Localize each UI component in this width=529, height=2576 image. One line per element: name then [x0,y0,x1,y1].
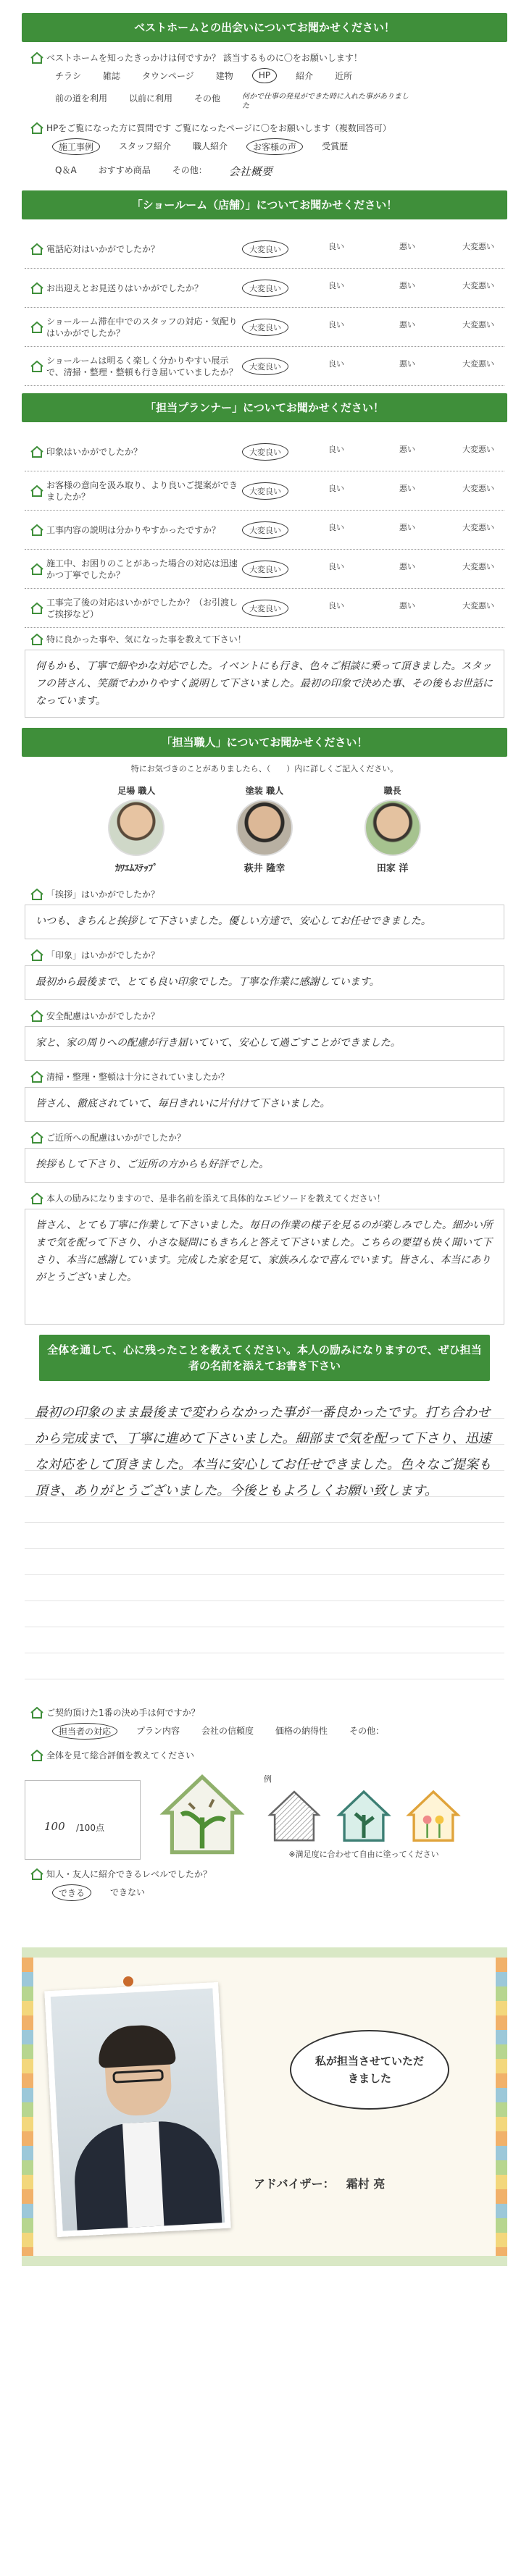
rating-option[interactable]: 悪い [399,319,415,330]
rating-option-selected[interactable]: 大変良い [242,521,288,539]
other-answer: 会社概要 [228,165,272,178]
other-answer: 何かで仕事の発見ができた時に入れた事がありました [242,93,409,110]
rating-option[interactable]: 良い [328,241,344,251]
rating-option[interactable]: 大変悪い [462,319,494,330]
option[interactable]: 職人紹介 [193,141,228,151]
planner-comment-question [25,634,504,645]
photo-shirt [122,2122,164,2238]
option[interactable]: 紹介 [296,71,314,81]
craftsman [225,784,304,874]
question-deciding-factor [25,1707,504,1742]
craftsman-photo [108,800,164,856]
rating-option[interactable]: 悪い [399,444,415,454]
question-hp-pages [25,122,504,183]
rating-options [242,521,504,539]
option[interactable]: できない [110,1887,146,1897]
house-icon [30,282,43,294]
page-bottom-spacer [14,2266,515,2295]
rating-row [25,432,504,471]
score-box[interactable] [25,1780,141,1860]
rating-option[interactable]: 良い [328,600,344,611]
house-hatched-icon [264,1784,325,1845]
rating-option[interactable]: 大変悪い [462,241,494,251]
score-unit: /100点 [76,1823,104,1833]
question-how-found [25,52,504,115]
section-banner-overall: 全体を通して、心に残ったことを教えてください。本人の励みになりますので、ぜひ担当者の名前を添えてお書き下さい [39,1335,490,1381]
option-selected[interactable]: 担当者の対応 [52,1723,117,1740]
rating-question: お出迎えとお見送りはいかがでしたか？ [46,282,204,293]
option[interactable]: チラシ [55,71,82,81]
score-value: 100 [44,1820,65,1833]
house-icon [30,949,43,961]
house-icon [30,1132,43,1144]
rating-option-selected[interactable]: 大変良い [242,443,288,461]
house-icon [30,1193,43,1204]
rating-option-selected[interactable]: 大変良い [242,482,288,500]
rating-option[interactable]: 良い [328,444,344,454]
question-text: 安全配慮はいかがでしたか？ [46,1011,160,1021]
advisor-card [22,1947,507,2266]
bubble-text: 私が担当させていただきました [315,2055,425,2085]
craftsman-photo [365,800,421,856]
question-text: 「印象」はいかがでしたか？ [46,950,160,960]
speech-bubble [290,2030,449,2110]
example-label: 例 [264,1774,272,1784]
rating-row [25,230,504,269]
rating-row [25,308,504,347]
option[interactable]: 雑誌 [103,71,121,81]
rating-row [25,347,504,386]
craftsman-role: 足場 職人 [117,786,156,796]
option[interactable]: 会社の信頼度 [201,1726,254,1736]
question-recommend [25,1868,504,1904]
rating-option[interactable]: 良い [328,522,344,532]
house-drawing-icon [155,1766,249,1860]
rating-options [242,240,504,258]
rating-option[interactable]: 大変悪い [462,444,494,454]
craftsman-role: 職長 [383,786,401,796]
craftsman-name: 田家 洋 [376,863,409,874]
question-text: ベストホームを知ったきっかけは何ですか？ 該当するものに〇をお願いします！ [46,53,362,63]
house-icon [30,1750,43,1761]
house-icon [30,361,43,372]
option[interactable]: 近所 [335,71,353,81]
question-text: ご近所への配慮はいかがでしたか？ [46,1133,186,1143]
rating-row [25,589,504,628]
rating-options [242,319,504,336]
pushpin-icon [123,1976,133,1986]
rating-options [242,358,504,375]
house-icon [30,1010,43,1022]
craftsman-question [25,949,504,961]
overall-message [25,1393,504,1697]
impression-answer: 皆さん、とても丁寧に作業して下さいました。毎日の作業の様子を見るのが楽しみでした。細かい所まで気を配って下さり、小さな疑問にもきちんと答えて下さいました。こちらの要望も快く聞いて下さり、本当に感謝しています。完成した家を見て、家族みんなで喜んでいます。皆さん、本当にありがとうございました。 [25,1209,504,1325]
rating-question: 工事内容の説明は分かりやすかったですか？ [46,524,221,535]
option-other[interactable]: その他： [172,165,207,175]
option[interactable]: 以前に利用 [129,93,173,104]
house-flowers-icon [403,1784,464,1845]
rating-option[interactable]: 良い [328,319,344,330]
craftsman [96,784,176,874]
decorative-stripes [496,1958,507,2256]
rating-option[interactable]: 悪い [399,483,415,493]
rating-row [25,550,504,589]
house-icon [30,563,43,575]
rating-question: お客様の意向を汲み取り、より良いご提案ができましたか？ [46,479,238,502]
options-deciding-factor [46,1719,504,1742]
option-selected[interactable]: 施工事例 [52,138,100,155]
photo-hair [97,2023,176,2068]
advisor-photo [44,1982,230,2237]
section-banner-craftsman: 「担当職人」についてお聞かせください！ [22,728,507,757]
question-text: 特に良かった事や、気になった事を教えて下さい！ [46,634,246,645]
option[interactable]: 受賞歴 [322,141,349,151]
option[interactable]: スタッフ紹介 [119,141,172,151]
option[interactable]: プラン内容 [136,1726,180,1736]
house-tree-icon [333,1784,394,1845]
planner-comment: 何もかも、丁寧で細やかな対応でした。イベントにも行き、色々ご相談に乗って頂きました。スタッフの皆さん、笑顔でわかりやすく説明して下さいました。最初の印象で決めた事、その後もお世話になっています。 [25,650,504,718]
craftsman-question [25,1132,504,1144]
advisor-label: アドバイザー： [254,2177,335,2191]
house-icon [30,603,43,614]
option[interactable]: おすすめ商品 [98,165,151,175]
score-area [25,1766,504,1860]
craftsman-answer: 最初から最後まで、とても良い印象でした。丁寧な作業に感謝しています。 [25,965,504,1000]
craftsman-role: 塗装 職人 [245,786,284,796]
illustration-note: ※満足度に合わせて自由に塗ってください [288,1850,439,1859]
craftsman-answer: 挨拶もして下さり、ご近所の方からも好評でした。 [25,1148,504,1183]
rating-option-selected[interactable]: 大変良い [242,240,288,258]
rating-row [25,511,504,550]
rating-option[interactable]: 良い [328,358,344,369]
option[interactable]: Q＆A [55,165,77,175]
impression-question [25,1193,504,1204]
option-selected[interactable]: HP [252,68,277,83]
rating-option-selected[interactable]: 大変良い [242,561,288,578]
rating-option[interactable]: 悪い [399,600,415,611]
craftsman-question [25,889,504,900]
example-house-row [264,1784,464,1845]
house-icon [30,889,43,900]
planner-rating-list [14,432,515,628]
section-banner-planner: 「担当プランナー」についてお聞かせください！ [22,393,507,422]
house-icon [30,1707,43,1719]
section-banner-showroom: 「ショールーム（店舗）」についてお聞かせください！ [22,190,507,219]
rating-row [25,269,504,308]
rating-option[interactable]: 良い [328,280,344,290]
option-other[interactable]: その他 [194,93,221,104]
rating-option[interactable]: 大変悪い [462,280,494,290]
rating-option[interactable]: 良い [328,561,344,571]
craftsman [353,784,433,874]
rating-option[interactable]: 悪い [399,561,415,571]
rating-option[interactable]: 悪い [399,280,415,290]
craftsman-photo [236,800,293,856]
rating-question: 電話応対はいかがでしたか？ [46,243,160,254]
overall-message-text: 最初の印象のまま最後まで変わらなかった事が一番良かったです。打ち合わせから完成まで、丁寧に進めて下さいました。細部まで気を配って下さり、迅速な対応をして頂きました。本当に安心してお任せできました。色々なご提案も頂き、ありがとうございました。今後ともよろしくお願い致します。 [35,1405,491,1498]
rating-options [242,600,504,617]
rating-question: 施工中、お困りのことがあった場合の対応は迅速かつ丁寧でしたか？ [46,558,238,580]
house-icon [30,243,43,255]
decorative-stripes [22,1958,33,2256]
question-score [25,1750,504,1761]
showroom-rating-list [14,230,515,386]
option[interactable]: その他： [349,1726,385,1736]
rating-question: 印象はいかがでしたか？ [46,446,143,457]
craftsman-name: ｶﾜｴﾑｽﾃｯﾌﾟ [115,863,158,874]
rating-options [242,443,504,461]
rating-option[interactable]: 良い [328,483,344,493]
section-banner-meeting: ベストホームとの出会いについてお聞かせください！ [22,13,507,42]
rating-options [242,482,504,500]
options-how-found-2 [46,86,504,115]
question-text: ご契約頂けた1番の決め手は何ですか？ [46,1708,200,1718]
example-illustrations [264,1773,464,1860]
rating-option[interactable]: 悪い [399,241,415,251]
advisor-name-line [254,2175,385,2191]
rating-option-selected[interactable]: 大変良い [242,280,288,297]
house-icon [30,322,43,333]
advisor-name: 霜村 亮 [346,2177,386,2191]
rating-option[interactable]: 悪い [399,522,415,532]
question-text: 「挨拶」はいかがでしたか？ [46,889,160,899]
options-recommend [46,1880,504,1904]
options-hp-pages-2 [46,158,504,183]
craftsman-answer: 皆さん、徹底されていて、毎日きれいに片付けて下さいました。 [25,1087,504,1122]
rating-option[interactable]: 大変悪い [462,561,494,571]
question-text: 全体を見て総合評価を教えてください [46,1750,195,1761]
craftsman-note: 特にお気づきのことがありましたら、（ ）内に詳しくご記入ください。 [130,764,399,773]
craftsmen-list [72,784,457,874]
craftsman-question [25,1071,504,1083]
rating-option[interactable]: 大変悪い [462,483,494,493]
house-icon [30,485,43,497]
option-selected[interactable]: お客様の声 [246,138,303,155]
rating-option-selected[interactable]: 大変良い [242,319,288,336]
house-icon [30,446,43,458]
rating-question: ショールーム滞在中でのスタッフの対応・気配りはいかがでしたか？ [46,316,238,338]
question-text: 清掃・整理・整頓は十分にされていましたか？ [46,1072,230,1082]
craftsman-answer: いつも、きちんと挨拶して下さいました。優しい方達で、安心してお任せできました。 [25,905,504,939]
options-how-found [46,64,504,86]
house-icon [30,1868,43,1880]
rating-option[interactable]: 大変悪い [462,522,494,532]
rating-option[interactable]: 大変悪い [462,358,494,369]
rating-option[interactable]: 悪い [399,358,415,369]
house-icon [30,52,43,64]
rating-option-selected[interactable]: 大変良い [242,358,288,375]
option[interactable]: 価格の納得性 [275,1726,328,1736]
house-icon [30,122,43,134]
rating-option[interactable]: 大変悪い [462,600,494,611]
options-hp-pages [46,134,504,158]
rating-question: 工事完了後の対応はいかがでしたか？（お引渡しご挨拶など） [46,597,238,619]
rating-options [242,280,504,297]
craftsman-answer: 家と、家の周りへの配慮が行き届いていて、安心して過ごすことができました。 [25,1026,504,1061]
house-icon [30,1071,43,1083]
question-text: 知人・友人に紹介できるレベルでしたか？ [46,1869,212,1879]
question-text: 本人の励みになりますので、是非名前を添えて具体的なエピソードを教えてください！ [46,1193,386,1204]
question-text: HPをご覧になった方に質問です ご覧になったページに〇をお願いします（複数回答可） [46,123,391,133]
craftsman-question-list [14,889,515,1183]
rating-option-selected[interactable]: 大変良い [242,600,288,617]
rating-options [242,561,504,578]
rating-question: ショールームは明るく楽しく分かりやすい展示で、清掃・整理・整頓も行き届いていましたか？ [46,355,238,377]
option[interactable]: 前の道を利用 [55,93,108,104]
craftsman-question [25,1010,504,1022]
rating-row [25,471,504,511]
craftsman-name: 萩井 隆幸 [243,863,286,874]
house-icon [30,634,43,645]
house-icon [30,524,43,536]
option-selected[interactable]: できる [52,1884,91,1901]
option[interactable]: 建物 [215,71,233,81]
option[interactable]: タウンページ [142,71,194,81]
